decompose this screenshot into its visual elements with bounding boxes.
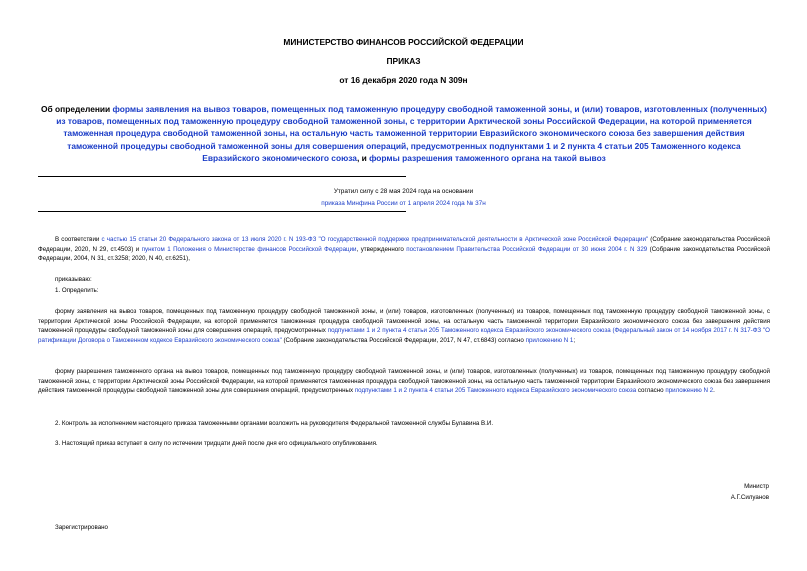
application-text-c: ; xyxy=(573,336,576,344)
registered-note: Зарегистрировано xyxy=(55,524,108,531)
ministry-heading: МИНИСТЕРСТВО ФИНАНСОВ РОССИЙСКОЙ ФЕДЕРАЦИИ xyxy=(283,37,524,47)
lost-force-note: Утратил силу с 28 мая 2024 года на основании xyxy=(333,188,474,195)
divider-top xyxy=(38,176,406,177)
appendix-1-link[interactable]: приложению N 1 xyxy=(525,336,574,344)
application-text-b: (Собрание законодательства Российской Федерации, 2017, N 47, ст.6843) согласно xyxy=(281,336,526,344)
federal-law-link[interactable]: с частью 15 статьи 20 Федерального закона от 13 июля 2020 г. N 193-ФЗ "О государственной поддержке предпринимательской деятельности в Арктической зоне Российской Федерации" xyxy=(101,236,649,243)
preamble-text-b: (Собрание законодательства Российской Федерации, 2020, N 29, ст.4503) и xyxy=(38,236,770,253)
preamble-paragraph xyxy=(38,235,770,264)
form-application-paragraph xyxy=(38,307,770,345)
form-permission-paragraph xyxy=(38,367,770,396)
customs-code-link[interactable]: подпунктами 1 и 2 пункта 4 статьи 205 Таможенного кодекса Евразийского экономического союза (Федеральный закон от 14 ноября 2017 г. N 317-ФЗ "О ратификации Договора о Таможенном кодексе Евразийского экономического союза" xyxy=(38,327,770,344)
appendix-2-link[interactable]: приложению N 2 xyxy=(665,387,714,395)
customs-code-subitems-link[interactable]: подпунктами 1 и 2 пункта 4 статьи 205 Таможенного кодекса Евразийского экономического союза xyxy=(354,387,637,395)
signatory-position: Министр xyxy=(744,483,769,490)
preamble-text-a: В соответствии xyxy=(55,236,102,243)
title-form-permission-link[interactable]: формы разрешения таможенного органа на такой вывоз xyxy=(369,152,606,163)
divider-bottom xyxy=(38,211,406,212)
signatory-name: А.Г.Силуанов xyxy=(730,494,769,501)
preamble-text-d: (Собрание законодательства Российской Федерации, 2004, N 31, ст.3258; 2020, N 40, ст.6251), xyxy=(38,245,770,263)
item-3-effective: 3. Настоящий приказ вступает в силу по истечении тридцати дней после дня его официального опубликования. xyxy=(55,440,378,447)
regulation-link[interactable]: пунктом 1 Положения о Министерстве финансов Российской Федерации xyxy=(141,245,357,253)
title-form-application-link[interactable]: формы заявления на вывоз товаров, помещенных под таможенную процедуру свободной таможенной зоны, и (или) товаров, изготовленных (полученных) из товаров, помещенных под таможенную процедуру свободной таможенной зоны, с территории Арктической зоны Российской Федерации, на которой применяется таможенная процедура свободной таможенной зоны, на остальную часть таможенной территории Евразийского экономического союза без завершения действия таможенной процедуры свободной таможенной зоны для совершения операций, предусмотренных подпунктами 1 и 2 пункта 4 статьи 205 Таможенного кодекса Евразийского экономического союза xyxy=(56,104,767,163)
permission-text-c: . xyxy=(713,387,715,395)
application-text-a: форму заявления на вывоз товаров, помещенных под таможенную процедуру свободной таможенной зоны, и (или) товаров, изготовленных (полученных) из товаров, помещенных под таможенную процедуру свободной таможенной зоны, с территории Арктической зоны Российской Федерации, на которой применяется таможенная процедура свободной таможенной зоны, на остальную часть таможенной территории Евразийского экономического союза без завершения действия таможенной процедуры свободной таможенной зоны для совершения операций, предусмотренных xyxy=(38,308,770,335)
order-word: приказываю: xyxy=(55,276,92,283)
date-number-heading: от 16 декабря 2020 года N 309н xyxy=(339,75,468,85)
permission-text-b: согласно xyxy=(636,387,666,395)
document-type-heading: ПРИКАЗ xyxy=(386,56,421,66)
preamble-text-c: , утвержденного xyxy=(356,245,407,253)
document-title xyxy=(38,103,770,164)
title-prefix: Об определении xyxy=(41,104,113,114)
permission-text-a: форму разрешения таможенного органа на вывоз товаров, помещенных под таможенную процедуру свободной таможенной зоны, и (или) товаров, изготовленных (полученных) из товаров, помещенных под таможенную процедуру свободной таможенной зоны, с территории Арктической зоны Российской Федерации, на которой применяется таможенная процедура свободной таможенной зоны, на остальную часть таможенной территории Евразийского экономического союза без завершения действия таможенной процедуры свободной таможенной зоны для совершения операций, предусмотренных xyxy=(38,368,770,395)
title-middle: , и xyxy=(356,152,370,163)
item-2-control: 2. Контроль за исполнением настоящего приказа таможенными органами возложить на руководителя Федеральной таможенной службы Булавина В.И. xyxy=(55,420,494,427)
item-1-determine: 1. Определить: xyxy=(55,287,99,294)
lost-force-order-link[interactable]: приказа Минфина России от 1 апреля 2024 года № 37н xyxy=(321,200,486,207)
government-decree-link[interactable]: постановлением Правительства Российской Федерации от 30 июня 2004 г. N 329 xyxy=(406,245,648,253)
